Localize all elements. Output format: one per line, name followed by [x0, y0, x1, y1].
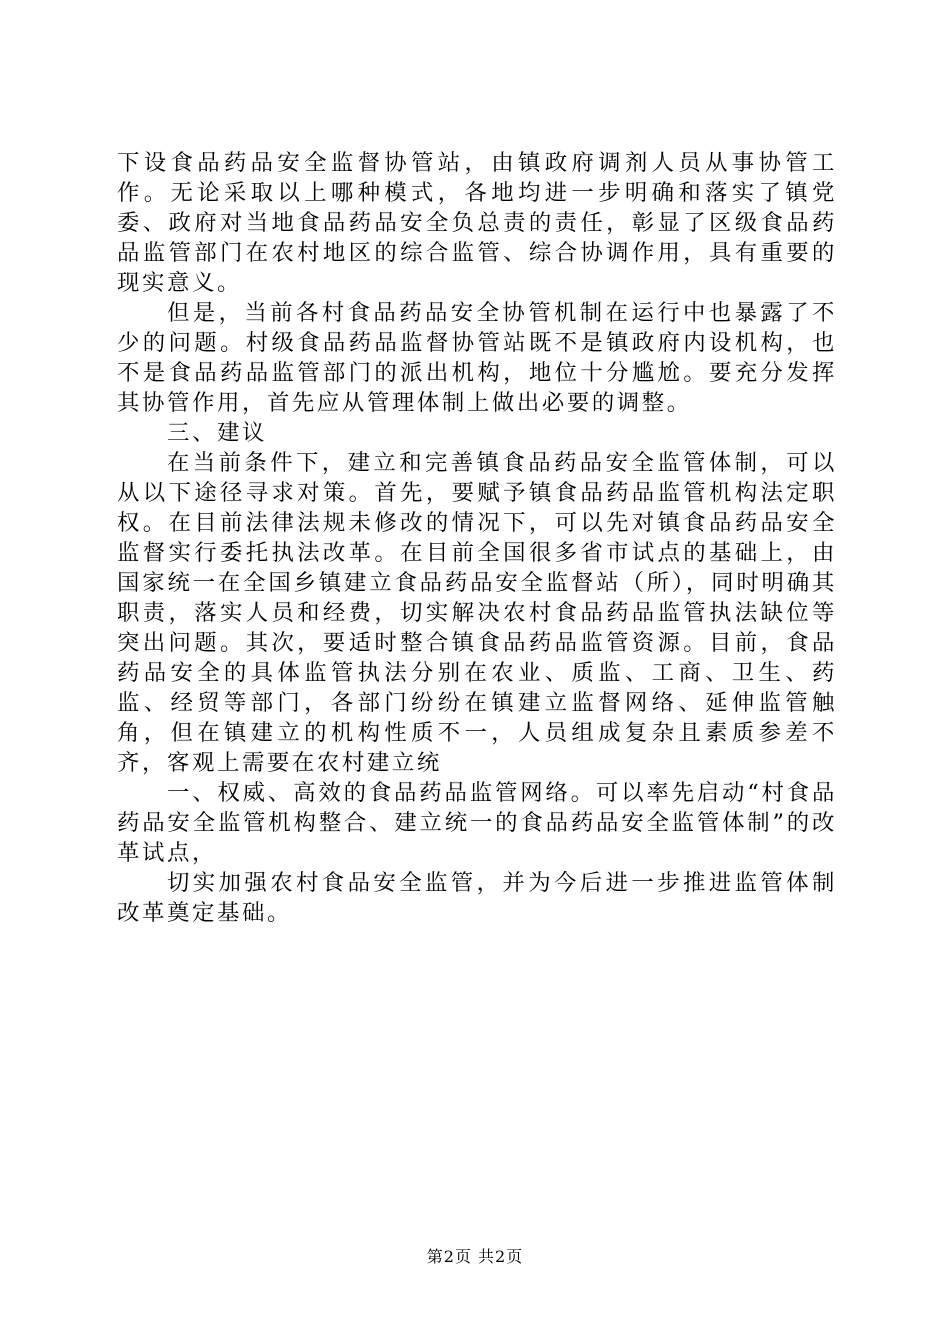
paragraph: 在当前条件下，建立和完善镇食品药品安全监管体制，可以从以下途径寻求对策。首先，要赋予镇食品药品监管机构法定职权。在目前法律法规未修改的情况下，可以先对镇食品药品安全监督实行委托执法改革。在目前全国很多省市试点的基础上，由国家统一在全国乡镇建立食品药品安全监督站（所），同时明确其职责，落实人员和经费，切实解决农村食品药品监管执法缺位等突出问题。其次，要适时整合镇食品药品监管资源。目前，食品药品安全的具体监管执法分别在农业、质监、工商、卫生、药监、经贸等部门，各部门纷纷在镇建立监督网络、延伸监管触角，但在镇建立的机构性质不一，人员组成复杂且素质参差不齐，客观上需要在农村建立统	[117, 450, 837, 776]
paragraph: 但是，当前各村食品药品安全协管机制在运行中也暴露了不少的问题。村级食品药品监督协管站既不是镇政府内设机构，也不是食品药品监管部门的派出机构，地位十分尴尬。要充分发挥其协管作用，首先应从管理体制上做出必要的调整。	[117, 300, 837, 416]
document-body	[117, 148, 837, 928]
paragraph: 一、权威、高效的食品药品监管网络。可以率先启动“村食品药品安全监管机构整合、建立统一的食品药品安全监管体制”的改革试点，	[117, 780, 837, 866]
section-heading: 三、建议	[167, 420, 267, 446]
page-number-footer: 第2页 共2页	[426, 1247, 524, 1266]
paragraph: 切实加强农村食品安全监管，并为今后进一步推进监管体制改革奠定基础。	[117, 870, 837, 926]
paragraph: 下设食品药品安全监督协管站，由镇政府调剂人员从事协管工作。无论采取以上哪种模式，各地均进一步明确和落实了镇党委、政府对当地食品药品安全负总责的责任，彰显了区级食品药品监管部门在农村地区的综合监管、综合协调作用，具有重要的现实意义。	[117, 150, 837, 296]
